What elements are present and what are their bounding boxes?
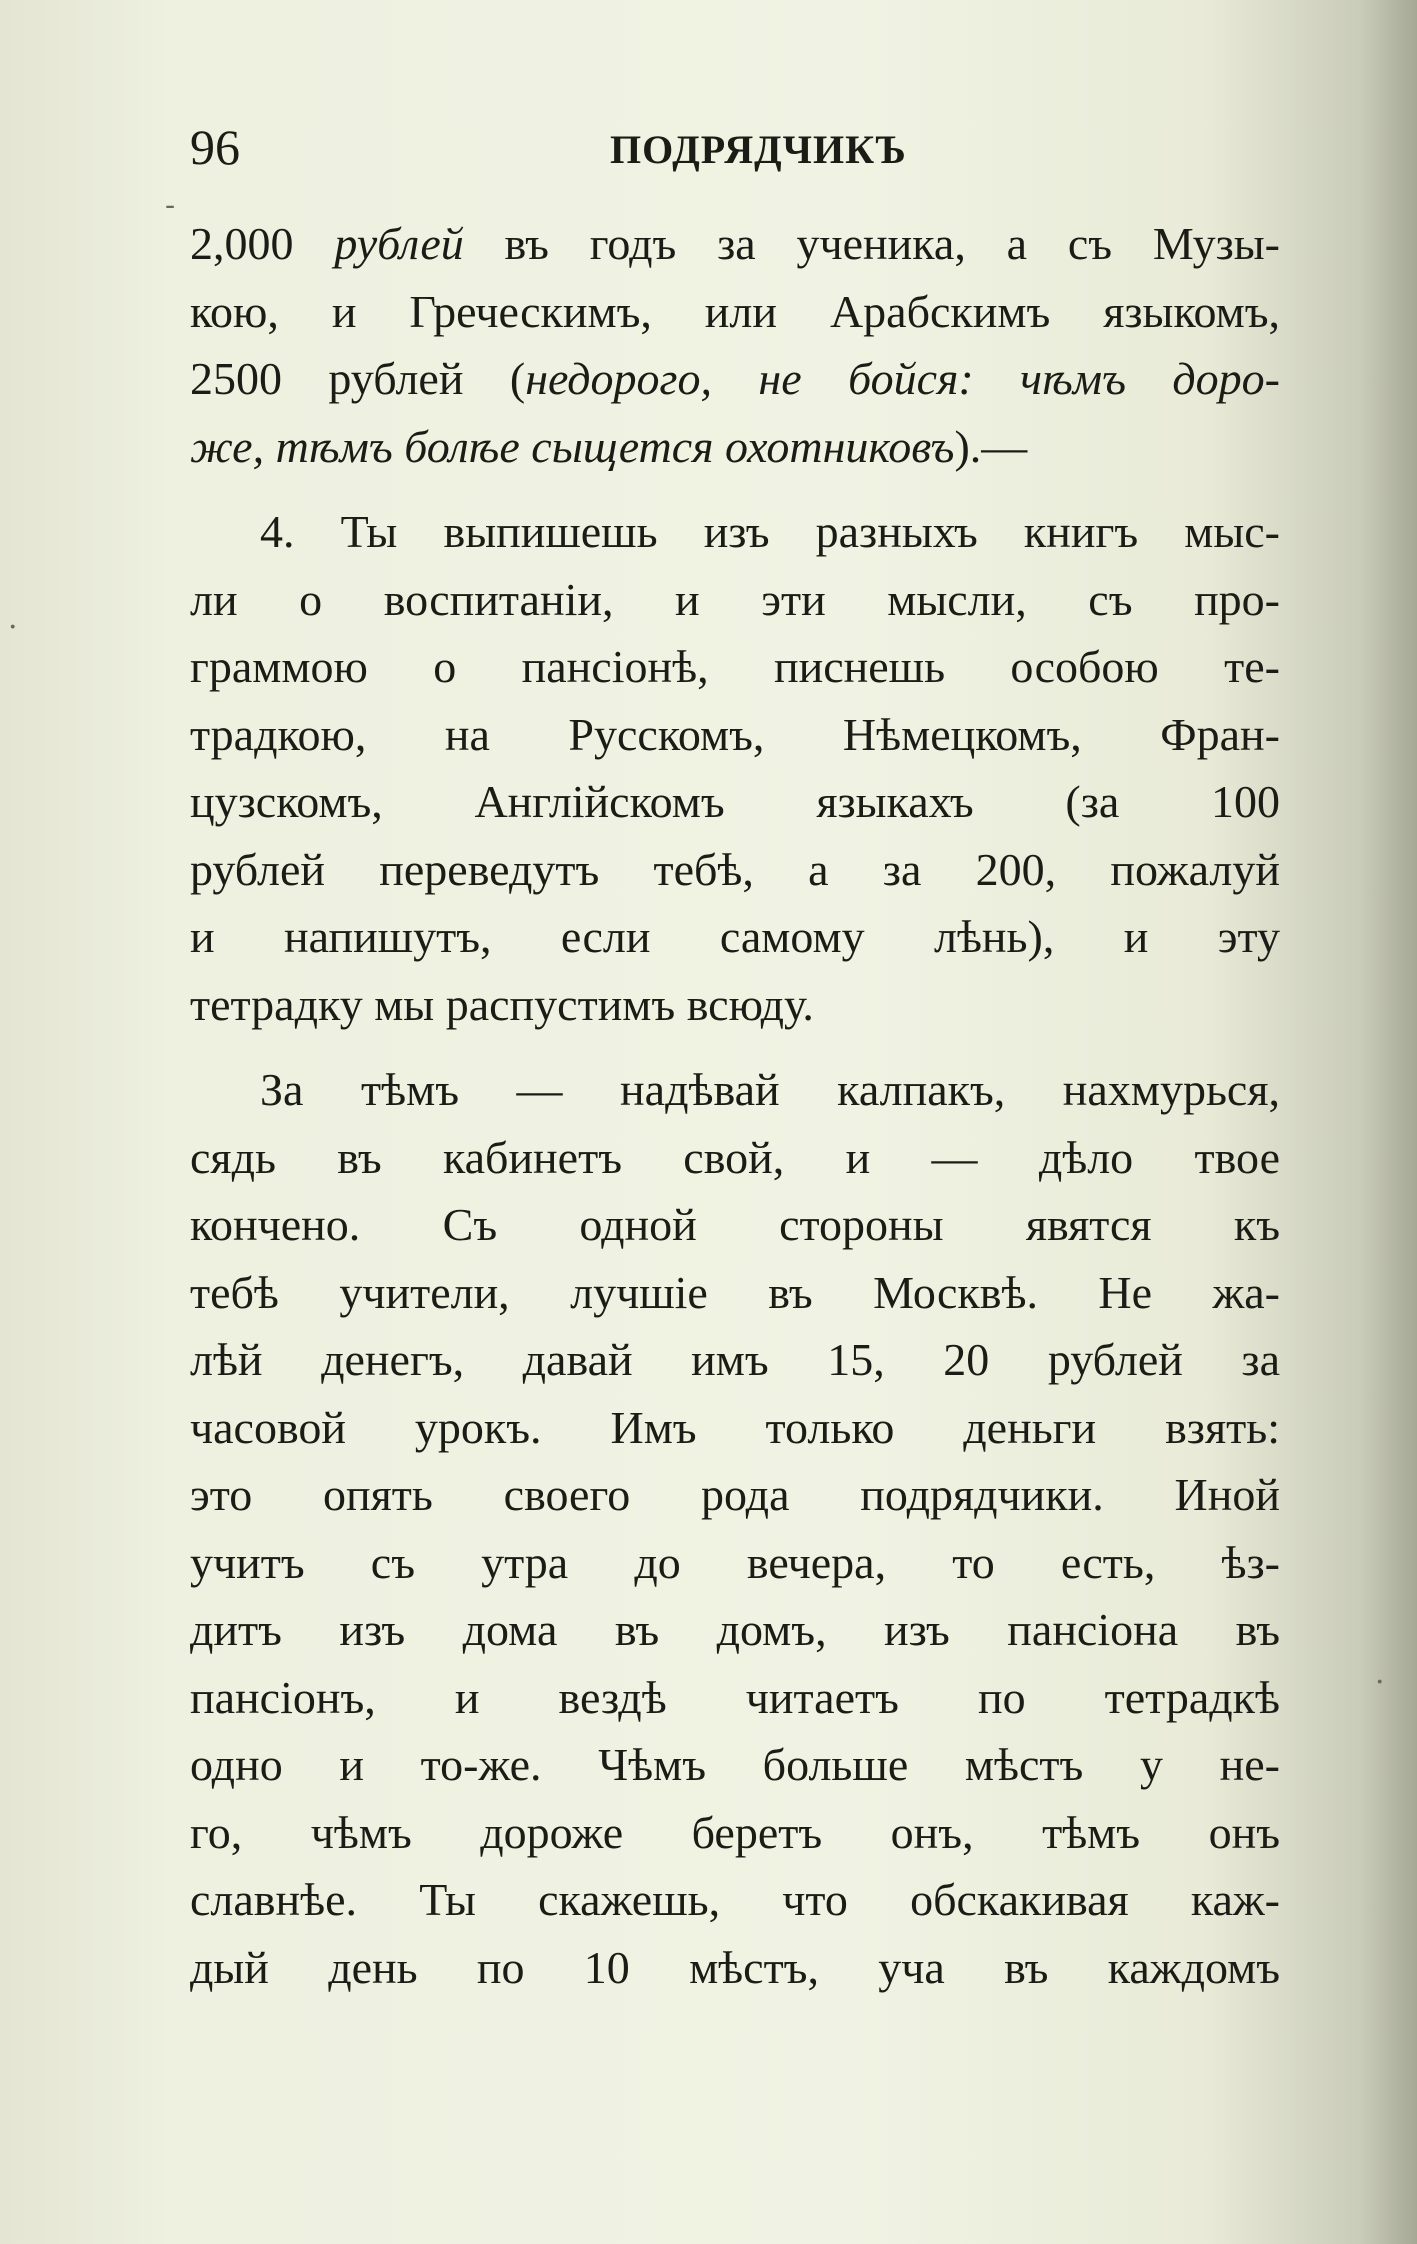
text-run: го, чѣмъ дороже беретъ онъ, тѣмъ онъ (190, 1806, 1280, 1858)
text-run: ).— (954, 420, 1028, 472)
text-line (190, 971, 1280, 1039)
margin-speck: ‐ (165, 188, 176, 223)
text-line (190, 1056, 1280, 1124)
text-line (190, 1731, 1280, 1799)
paragraph (190, 1056, 1280, 2001)
paragraph-gap (190, 1038, 1280, 1056)
text-line (190, 1124, 1280, 1192)
text-line (190, 1191, 1280, 1259)
text-run: традкою, на Русскомъ, Нѣмецкомъ, Фран- (190, 708, 1280, 760)
text-run: дитъ изъ дома въ домъ, изъ пансіона въ (190, 1604, 1280, 1655)
paragraph (190, 210, 1280, 480)
text-line (190, 210, 1280, 278)
paragraph (190, 498, 1280, 1038)
text-run: учитъ съ утра до вечера, то есть, ѣз- (190, 1536, 1280, 1588)
text-run: одно и то-же. Чѣмъ больше мѣстъ у не- (190, 1739, 1280, 1790)
italic-run: же, тѣмъ болѣе сыщется охотниковъ (190, 420, 955, 472)
text-run: дый день по 10 мѣстъ, уча въ каждомъ (190, 1941, 1280, 1993)
text-run: За тѣмъ — надѣвай калпакъ, нахмурься, (260, 1064, 1280, 1115)
text-run: лѣй денегъ, давай имъ 15, 20 рублей за (190, 1334, 1280, 1385)
text-run: сядь въ кабинетъ свой, и — дѣло твое (190, 1131, 1280, 1183)
paragraph-gap (190, 480, 1280, 498)
text-line (190, 701, 1280, 769)
text-line (190, 1529, 1280, 1597)
page-header (190, 118, 1290, 178)
page-number: 96 (190, 119, 240, 175)
text-line (190, 1259, 1280, 1327)
text-line (190, 1326, 1280, 1394)
text-line (190, 1799, 1280, 1867)
running-title: ПОДРЯДЧИКЪ (610, 127, 907, 172)
text-line (190, 345, 1280, 413)
text-run: 2,000 (190, 218, 335, 269)
margin-speck: · (1375, 1665, 1385, 1700)
text-run: цузскомъ, Англійскомъ языкахъ (за 100 (190, 776, 1280, 827)
margin-speck: · (8, 610, 18, 645)
text-run: 2500 рублей ( (190, 353, 526, 404)
text-run: это опять своего рода подрядчики. Иной (190, 1469, 1280, 1520)
text-line (190, 1934, 1280, 2002)
text-run: ли о воспитаніи, и эти мысли, съ про- (190, 573, 1280, 625)
text-run: кою, и Греческимъ, или Арабскимъ языкомъ, (190, 285, 1280, 337)
text-line (190, 836, 1280, 904)
text-run: тебѣ учители, лучшіе въ Москвѣ. Не жа- (190, 1266, 1280, 1318)
text-run: тетрадку мы распустимъ всюду. (190, 978, 814, 1030)
text-line (190, 498, 1280, 566)
text-run: граммою о пансіонѣ, пиcнешь особою те- (190, 641, 1280, 692)
text-run: кончено. Съ одной стороны явятся къ (190, 1199, 1280, 1250)
text-line (190, 768, 1280, 836)
text-run: славнѣе. Ты скажешь, что обскакивая каж- (190, 1874, 1280, 1925)
text-line (190, 633, 1280, 701)
text-run: въ годъ за ученика, а съ Музы- (463, 218, 1281, 269)
text-line (190, 413, 1280, 481)
text-line (190, 566, 1280, 634)
text-run: и напишутъ, если самому лѣнь), и эту (190, 911, 1280, 962)
text-run: 4. Ты выпишешь изъ разныхъ книгъ мыс- (260, 506, 1280, 557)
text-line (190, 278, 1280, 346)
text-line (190, 903, 1280, 971)
body-text (190, 210, 1280, 2001)
text-line (190, 1461, 1280, 1529)
text-line (190, 1596, 1280, 1664)
text-run: пансіонъ, и вездѣ читаетъ по тетрадкѣ (190, 1671, 1280, 1723)
text-line (190, 1664, 1280, 1732)
text-run: рублей переведутъ тебѣ, а за 200, пожалуй (190, 843, 1280, 895)
italic-run: рублей (334, 218, 464, 269)
italic-run: недорого, не бойся: чѣмъ доро- (525, 353, 1280, 404)
text-line (190, 1394, 1280, 1462)
text-line (190, 1866, 1280, 1934)
text-run: часовой урокъ. Имъ только деньги взять: (190, 1401, 1280, 1453)
